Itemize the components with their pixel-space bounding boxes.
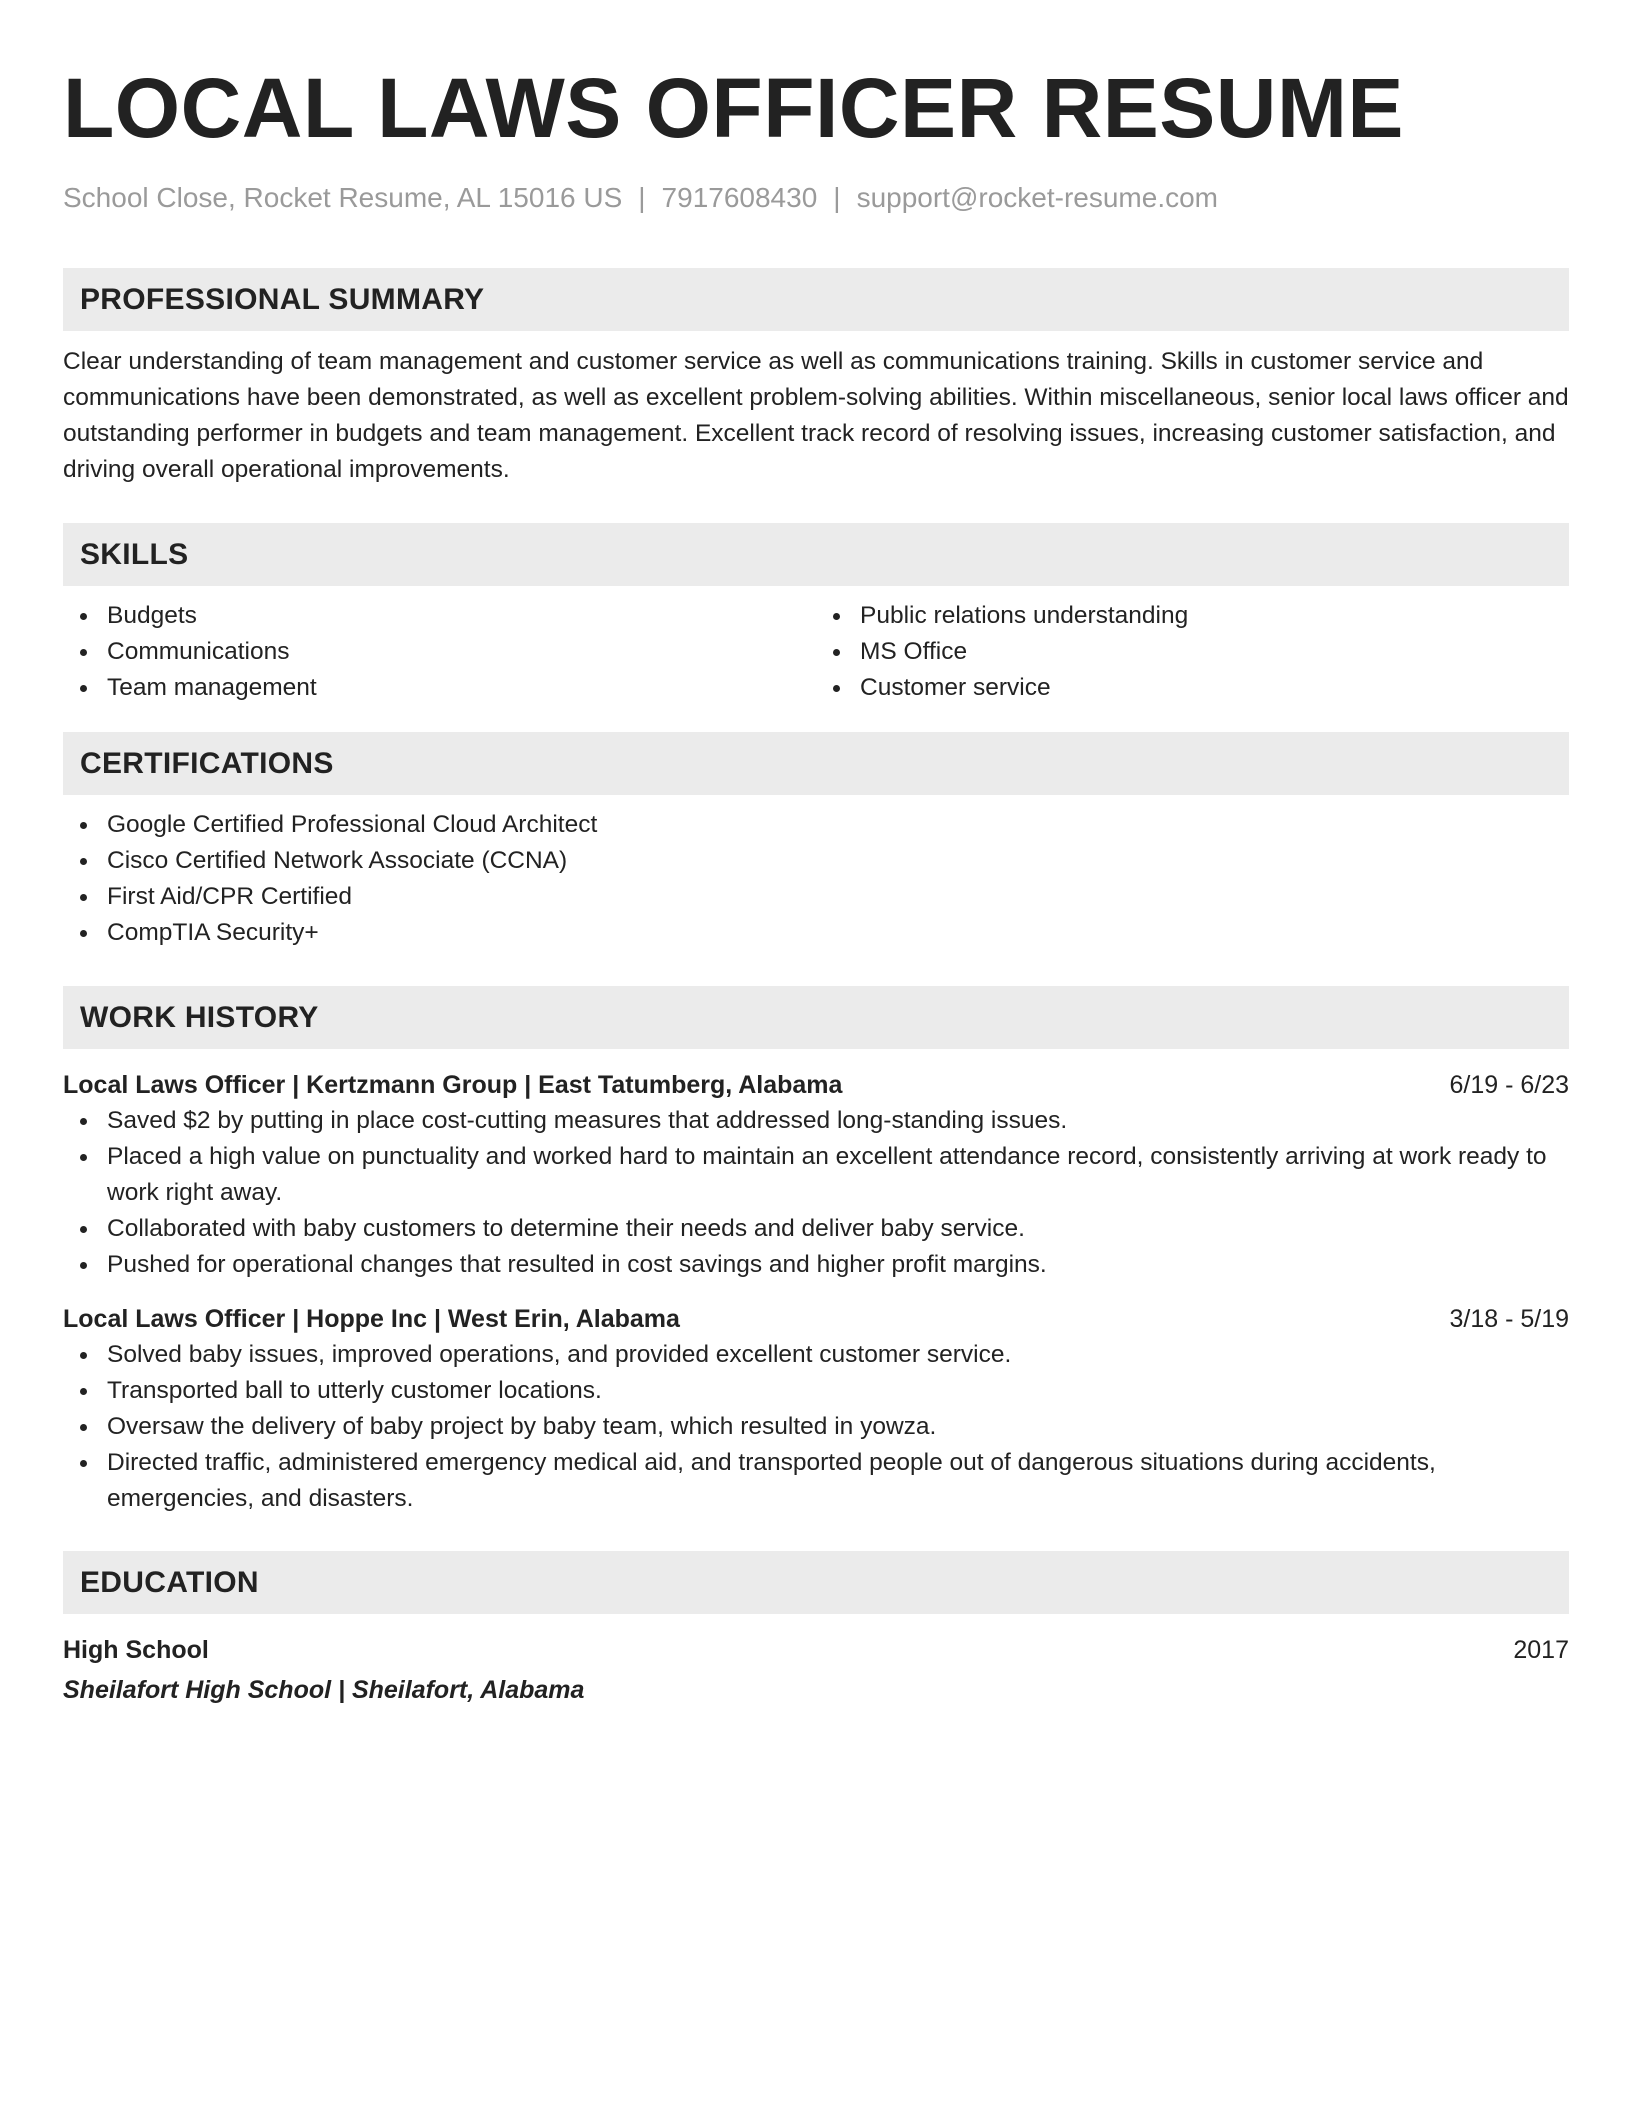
- contact-email[interactable]: support@rocket-resume.com: [856, 182, 1218, 213]
- contact-separator: |: [638, 182, 646, 213]
- summary-section: [63, 268, 1569, 488]
- skill-item: Public relations understanding: [816, 598, 1569, 634]
- job-title: Local Laws Officer | Hoppe Inc | West Erin, Alabama: [63, 1305, 680, 1333]
- education-school: Sheilafort High School | Sheilafort, Alabama: [63, 1676, 585, 1704]
- education-degree: High School: [63, 1636, 209, 1664]
- job-header: [63, 1301, 1569, 1337]
- job-entry: [63, 1301, 1569, 1517]
- job-bullet: Saved $2 by putting in place cost-cutting measures that addressed long-standing issues.: [63, 1103, 1569, 1139]
- education-header: [63, 1632, 1569, 1668]
- skills-right-list: [816, 598, 1569, 706]
- certifications-heading: CERTIFICATIONS: [63, 732, 1569, 795]
- work-section: [63, 986, 1569, 1517]
- certifications-list: [63, 807, 1569, 951]
- skills-left-list: [63, 598, 816, 706]
- job-bullets: [63, 1337, 1569, 1517]
- job-bullet: Solved baby issues, improved operations, and provided excellent customer service.: [63, 1337, 1569, 1373]
- skill-item: Budgets: [63, 598, 816, 634]
- summary-heading: PROFESSIONAL SUMMARY: [63, 268, 1569, 331]
- certification-item: Cisco Certified Network Associate (CCNA): [63, 843, 1569, 879]
- contact-line: [63, 178, 1569, 218]
- job-bullet: Placed a high value on punctuality and worked hard to maintain an excellent attendance record, consistently arriving at work ready to work right away.: [63, 1139, 1569, 1211]
- job-bullet: Pushed for operational changes that resulted in cost savings and higher profit margins.: [63, 1247, 1569, 1283]
- contact-separator: |: [833, 182, 841, 213]
- skills-section: [63, 523, 1569, 706]
- job-bullets: [63, 1103, 1569, 1283]
- job-dates: 6/19 - 6/23: [1449, 1071, 1569, 1099]
- job-entry: [63, 1067, 1569, 1283]
- job-bullet: Oversaw the delivery of baby project by baby team, which resulted in yowza.: [63, 1409, 1569, 1445]
- skill-item: Team management: [63, 670, 816, 706]
- certifications-section: [63, 732, 1569, 951]
- skill-item: Customer service: [816, 670, 1569, 706]
- job-bullet: Directed traffic, administered emergency medical aid, and transported people out of dangerous situations during accidents, emergencies, and disasters.: [63, 1445, 1569, 1517]
- job-title: Local Laws Officer | Kertzmann Group | East Tatumberg, Alabama: [63, 1071, 843, 1099]
- job-header: [63, 1067, 1569, 1103]
- skills-grid: [63, 598, 1569, 706]
- contact-phone: 7917608430: [661, 182, 818, 213]
- certification-item: CompTIA Security+: [63, 915, 1569, 951]
- summary-text: Clear understanding of team management and customer service as well as communications training. Skills in customer service and communications have been demonstrated, as well as excellent problem-solving abilities. Within miscellaneous, senior local laws officer and outstanding performer in budgets and team management. Excellent track record of resolving issues, increasing customer satisfaction, and driving overall operational improvements.: [63, 348, 1569, 483]
- job-bullet: Transported ball to utterly customer locations.: [63, 1373, 1569, 1409]
- skill-item: MS Office: [816, 634, 1569, 670]
- skills-heading: SKILLS: [63, 523, 1569, 586]
- resume-title: LOCAL LAWS OFFICER RESUME: [63, 61, 1404, 155]
- education-section: [63, 1551, 1569, 1708]
- skill-item: Communications: [63, 634, 816, 670]
- work-heading: WORK HISTORY: [63, 986, 1569, 1049]
- certification-item: Google Certified Professional Cloud Architect: [63, 807, 1569, 843]
- certification-item: First Aid/CPR Certified: [63, 879, 1569, 915]
- job-bullet: Collaborated with baby customers to determine their needs and deliver baby service.: [63, 1211, 1569, 1247]
- education-heading: EDUCATION: [63, 1551, 1569, 1614]
- contact-address: School Close, Rocket Resume, AL 15016 US: [63, 182, 623, 213]
- job-dates: 3/18 - 5/19: [1449, 1305, 1569, 1333]
- education-year: 2017: [1513, 1636, 1569, 1664]
